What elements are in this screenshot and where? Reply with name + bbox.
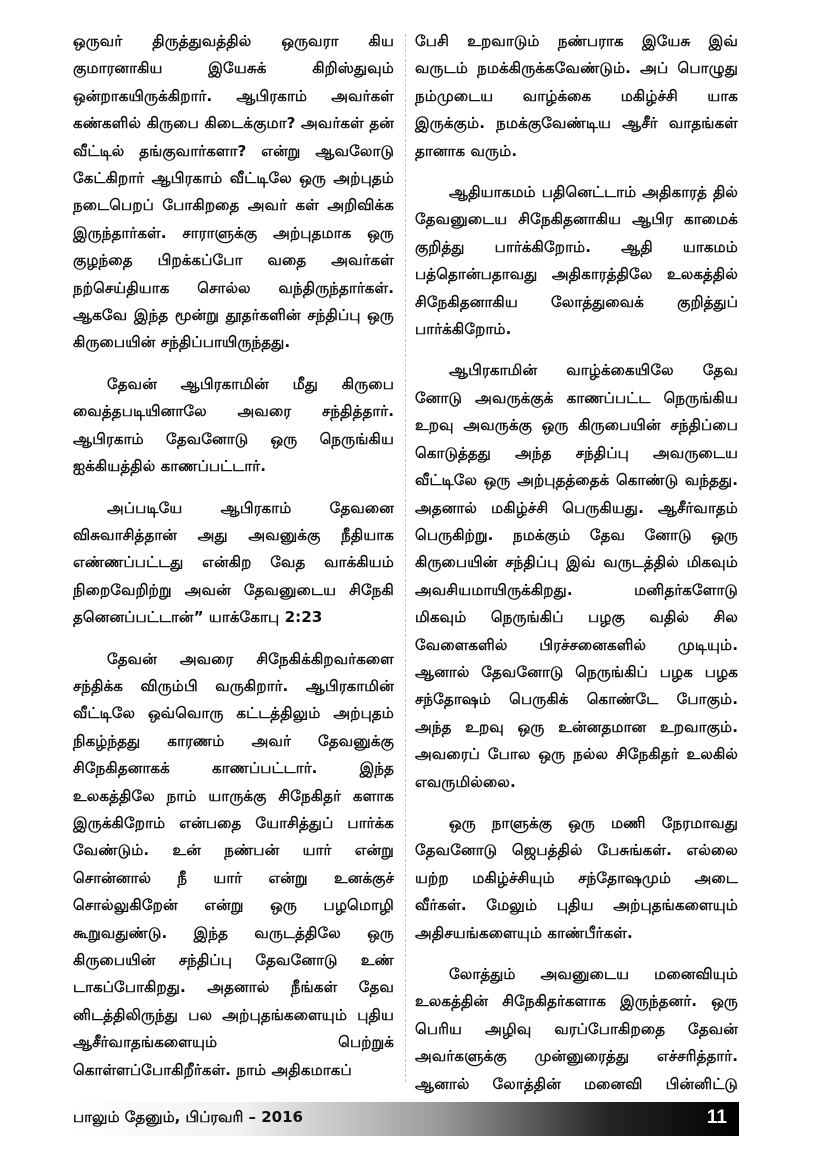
right-column [415, 28, 738, 1125]
paragraph: ஆதியாகமம் பதினெட்டாம் அதிகாரத் தில் தேவனுடைய சிநேகிதனாகிய ஆபிர காமைக் குறித்து பார்க்கிறோம். ஆதி யாகமம் பத்தொன்பதாவது அதிகாரத்திலே உலகத்தில் சிநேகிதனாகிய லோத்துவைக் குறித்துப் பார்க்கிறோம். [415, 183, 738, 339]
page-footer [73, 1102, 739, 1136]
paragraph: ஒரு நாளுக்கு ஒரு மணி நேரமாவது தேவனோடு ஜெபத்தில் பேசுங்கள். எல்லை யற்ற மகிழ்ச்சியும் சந்தோஷமும் அடை வீர்கள். மேலும் புதிய அற்புதங்களையும் அதிசயங்களையும் காண்பீர்கள். [415, 813, 738, 942]
paragraph: ஆபிரகாமின் வாழ்க்கையிலே தேவ னோடு அவருக்குக் காணப்பட்ட நெருங்கிய உறவு அவருக்கு ஒரு கிருபையின் சந்திப்பை கொடுத்தது அந்த சந்திப்பு அவருடைய வீட்டிலே ஒரு அற்புதத்தைக் கொண்டு வந்தது. அதனால் மகிழ்ச்சி பெருகியது. ஆசீர்வாதம் பெருகிற்று. நமக்கும் தேவ னோடு ஒரு கிருபையின் சந்திப்பு இவ் வருடத்தில் மிகவும் அவசியமாயிருக்கிறது. மனிதர்களோடு மிகவும் நெருங்கிப் பழகு வதில் சில வேளைகளில் பிரச்சனைகளில் முடியும். ஆனால் தேவனோடு நெருங்கிப் பழக பழக சந்தோஷம் பெருகிக் கொண்டே போகும். அந்த உறவு ஒரு உன்னதமான உறவாகும். அவரைப் போல ஒரு நல்ல சிநேகிதர் உலகில் எவருமில்லை. [415, 361, 738, 791]
column-divider [405, 34, 406, 1082]
paragraph: பேசி உறவாடும் நண்பராக இயேசு இவ் வருடம் நமக்கிருக்கவேண்டும். அப் பொழுது நம்முடைய வாழ்க்கை மகிழ்ச்சி யாக இருக்கும். நமக்குவேண்டிய ஆசீர் வாதங்கள் தானாக வரும். [415, 32, 738, 160]
paragraph: அப்படியே ஆபிரகாம் தேவனை விசுவாசித்தான் அது அவனுக்கு நீதியாக எண்ணப்பட்டது என்கிற வேத வாக்கியம் நிறைவேறிற்று அவன் தேவனுடைய சிநேகி தனெனப்பட்டான்” யாக்கோபு 2:23 [73, 498, 394, 627]
page-number: 11 [706, 1107, 727, 1128]
paragraph: தேவன் ஆபிரகாமின் மீது கிருபை வைத்தபடியினாலே அவரை சந்தித்தார். ஆபிரகாம் தேவனோடு ஒரு நெருங்கிய ஐக்கியத்தில் காணப்பட்டார். [73, 374, 394, 476]
footer-publication-title: பாலும் தேனும், பிப்ரவரி – 2016 [73, 1108, 303, 1126]
paragraph: லோத்தும் அவனுடைய மனைவியும் உலகத்தின் சிநேகிதர்களாக இருந்தனர். ஒரு பெரிய அழிவு வரப்போகிறதை தேவன் அவர்களுக்கு முன்னுரைத்து எச்சரித்தார். ஆனால் லோத்தின் மனைவி பின்னிட்டு [415, 965, 738, 1093]
paragraph: தேவன் அவரை சிநேகிக்கிறவர்களை சந்திக்க விரும்பி வருகிறார். ஆபிரகாமின் வீட்டிலே ஒவ்வொரு கட்டத்திலும் அற்புதம் நிகழ்ந்தது காரணம் அவர் தேவனுக்கு சிநேகிதனாகக் காணப்பட்டார். இந்த உலகத்திலே நாம் யாருக்கு சிநேகிதர் களாக இருக்கிறோம் என்பதை யோசித்துப் பார்க்க வேண்டும். உன் நண்பன் யார் என்று சொன்னால் நீ யார் என்று உனக்குச் சொல்லுகிறேன் என்று ஒரு பழமொழி கூறுவதுண்டு. இந்த வருடத்திலே ஒரு கிருபையின் சந்திப்பு தேவனோடு உண் டாகப்போகிறது. அதனால் நீங்கள் தேவ னிடத்திலிருந்து பல அற்புதங்களையும் புதிய ஆசீர்வாதங்களையும் பெற்றுக் கொள்ளப்போகிறீர்கள். நாம் அதிகமாகப் [73, 649, 394, 1079]
paragraph: ஒருவர் திருத்துவத்தில் ஒருவரா கிய குமாரனாகிய இயேசுக் கிறிஸ்துவும் ஒன்றாகயிருக்கிறார். ஆபிரகாம் அவர்கள் கண்களில் கிருபை கிடைக்குமா? அவர்கள் தன் வீட்டில் தங்குவார்களா? என்று ஆவலோடு கேட்கிறார் ஆபிரகாம் வீட்டிலே ஒரு அற்புதம் நடைபெறப் போகிறதை அவர் கள் அறிவிக்க இருந்தார்கள். சாராளுக்கு அற்புதமாக ஒரு குழந்தை பிறக்கப்போ வதை அவர்கள் நற்செய்தியாக சொல்ல வந்திருந்தார்கள். ஆகவே இந்த மூன்று தூதர்களின் சந்திப்பு ஒரு கிருபையின் சந்திப்பாயிருந்தது. [73, 32, 394, 352]
left-column [73, 28, 394, 1084]
